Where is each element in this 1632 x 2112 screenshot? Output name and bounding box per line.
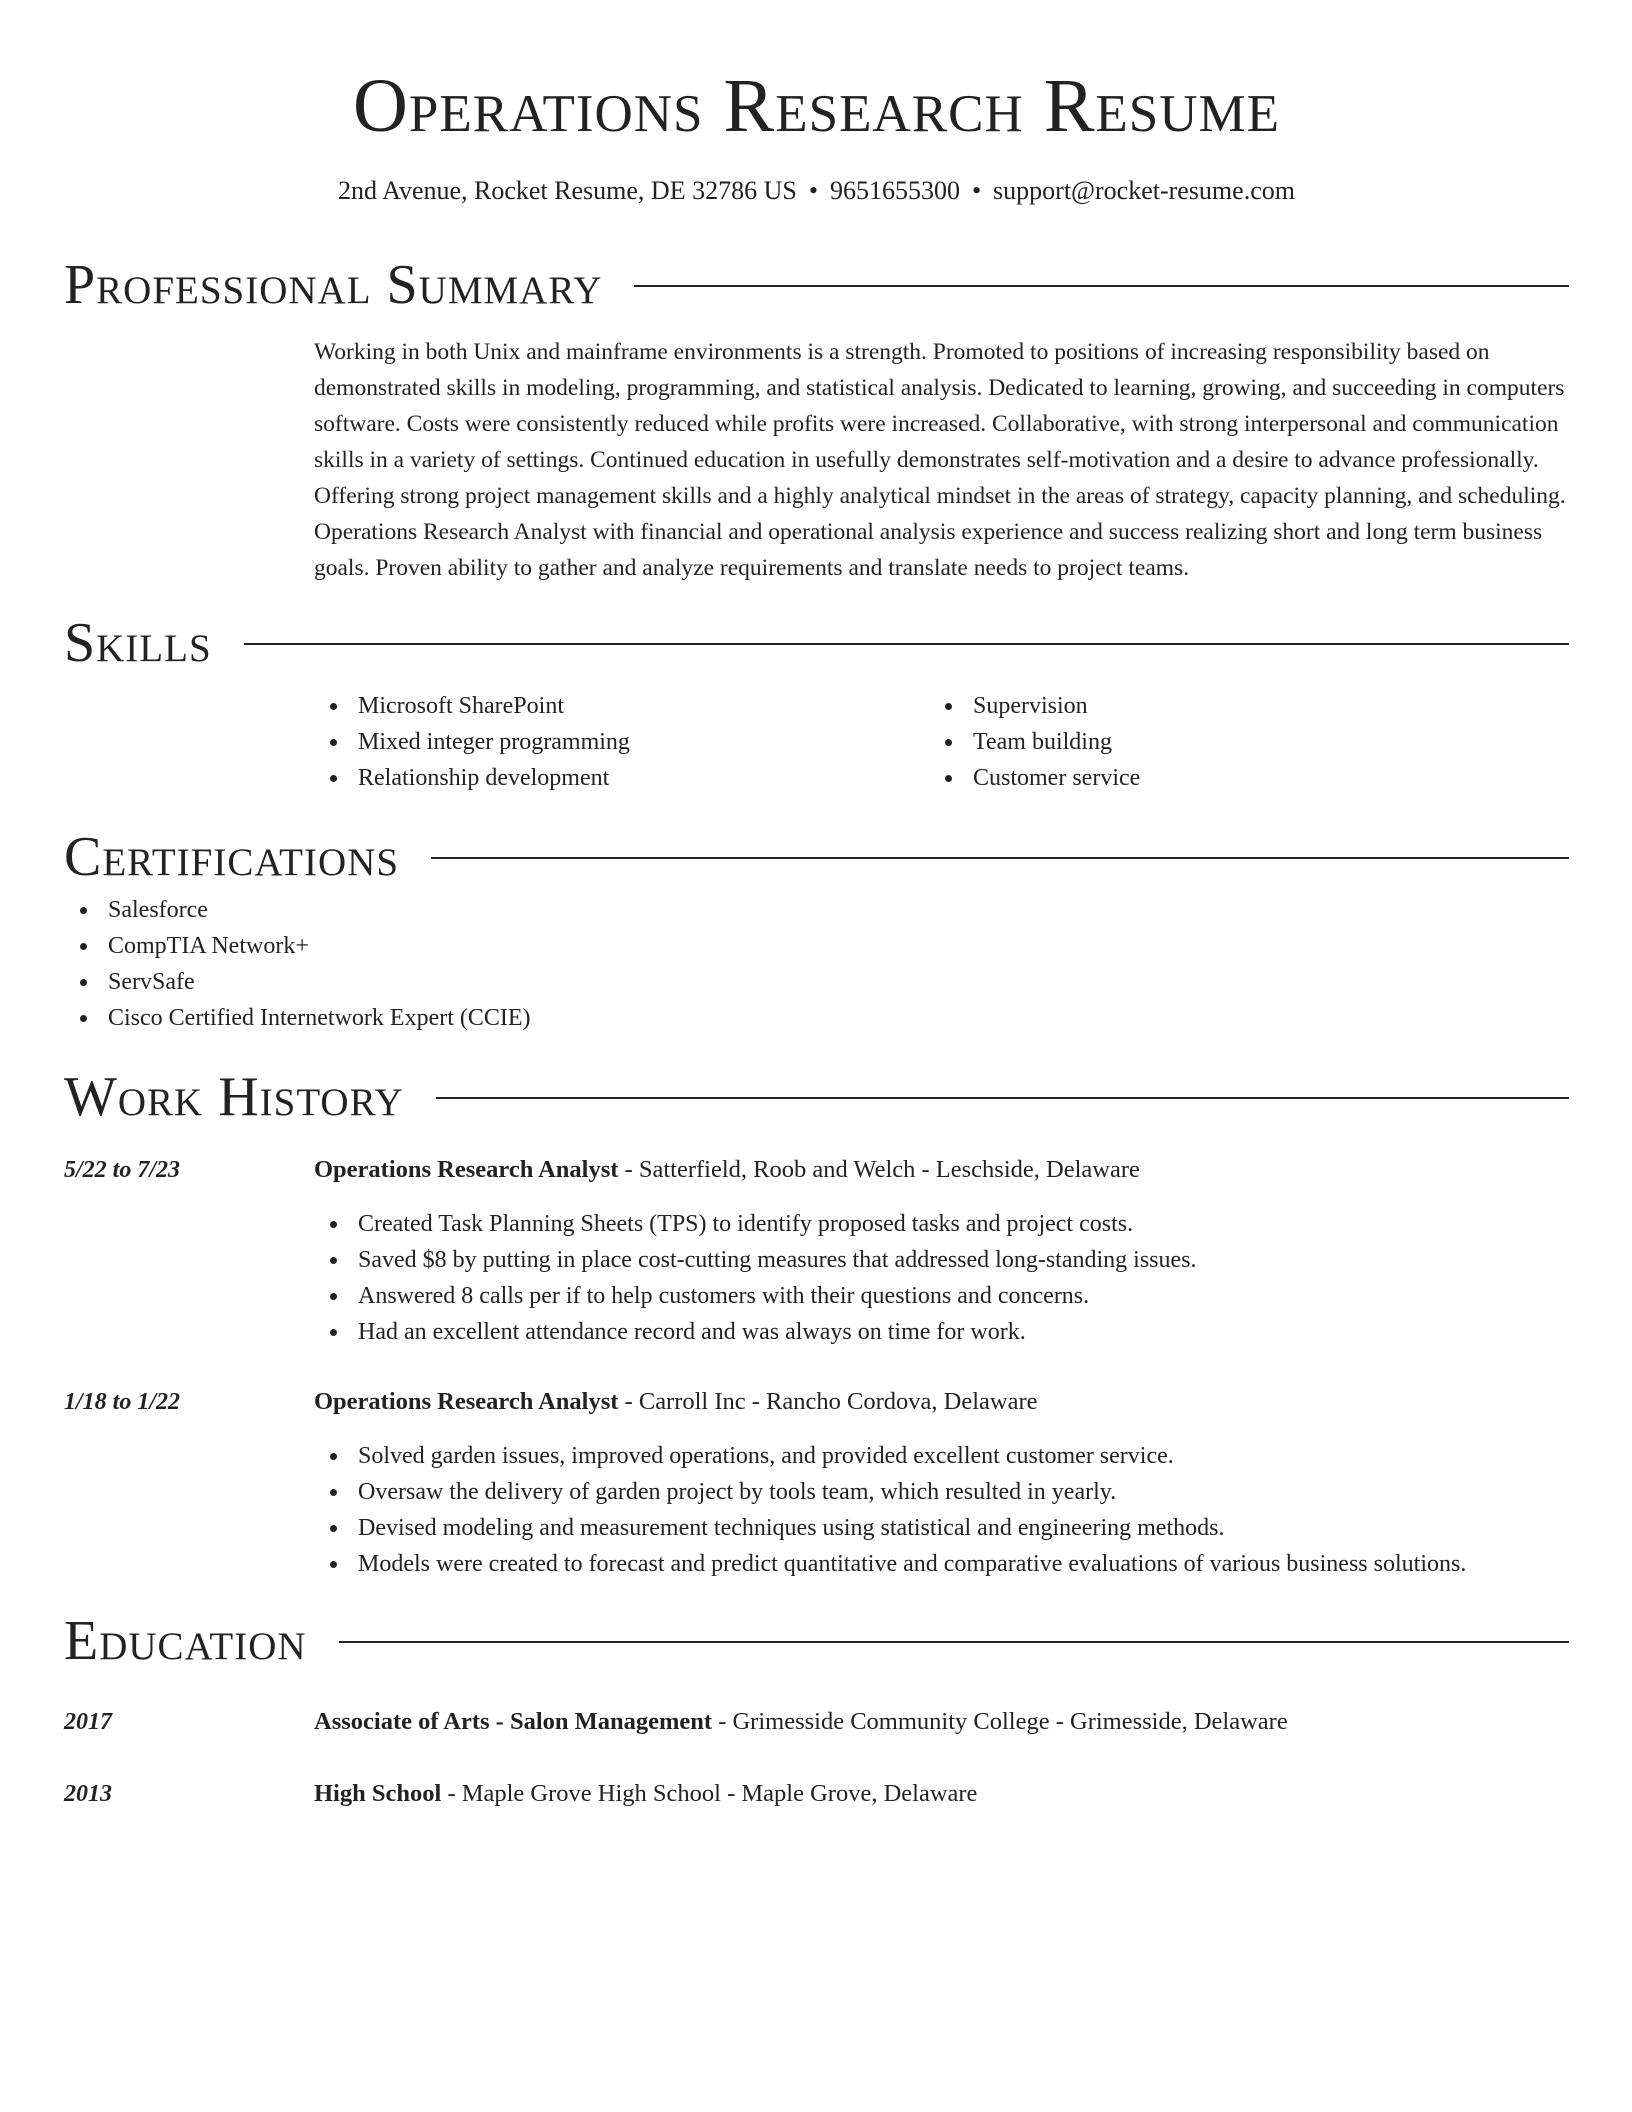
section-title-work-history: Work History (64, 1066, 404, 1128)
education-entry (64, 1776, 1569, 1812)
section-header-summary (64, 250, 1569, 320)
work-bullet: Models were created to forecast and predict quantitative and comparative evaluations of various business solutions. (314, 1546, 1569, 1582)
job-title: Operations Research Analyst (314, 1156, 619, 1183)
summary-text: Working in both Unix and mainframe environments is a strength. Promoted to positions of increasing responsibility based on demonstrated skills in modeling, programming, and statistical analysis. Dedicated to learning, growing, and succeeding in computers software. Costs were consistently reduced while profits were increased. Collaborative, with strong interpersonal and communication skills in a variety of settings. Continued education in usefully demonstrates self-motivation and a desire to advance professionally. Offering strong project management skills and a highly analytical mindset in the areas of strategy, capacity planning, and scheduling. Operations Research Analyst with financial and operational analysis experience and success realizing short and long term business goals. Proven ability to gather and analyze requirements and translate needs to project teams. (314, 339, 1566, 581)
section-divider (431, 857, 1569, 859)
skill-item: Supervision (929, 688, 1544, 724)
education-headline (314, 1776, 1569, 1812)
work-bullet: Created Task Planning Sheets (TPS) to identify proposed tasks and project costs. (314, 1206, 1569, 1242)
work-bullet: Had an excellent attendance record and was always on time for work. (314, 1314, 1569, 1350)
separator: • (971, 176, 982, 205)
section-header-education (64, 1606, 1569, 1676)
education-year: 2017 (64, 1709, 112, 1735)
education-headline (314, 1704, 1569, 1740)
section-divider (244, 643, 1569, 645)
work-headline (314, 1152, 1569, 1188)
education-entry (64, 1704, 1569, 1740)
work-entry (64, 1384, 1569, 1582)
section-title-education: Education (64, 1610, 307, 1672)
skills-column-right (929, 688, 1544, 796)
education-entry-body (314, 1704, 1569, 1740)
work-bullets (314, 1206, 1569, 1350)
section-header-skills (64, 608, 1569, 678)
work-bullet: Oversaw the delivery of garden project by tools team, which resulted in yearly. (314, 1474, 1569, 1510)
work-bullet: Saved $8 by putting in place cost-cutting measures that addressed long-standing issues. (314, 1242, 1569, 1278)
skill-item: Mixed integer programming (314, 724, 929, 760)
work-headline (314, 1384, 1569, 1420)
degree: High School (314, 1780, 442, 1807)
resume-page (64, 0, 1569, 1812)
section-header-certifications (64, 822, 1569, 892)
section-title-skills: Skills (64, 612, 212, 674)
email: support@rocket-resume.com (993, 176, 1295, 205)
work-entry-body (314, 1152, 1569, 1350)
education-year: 2013 (64, 1781, 112, 1807)
school-location: - Maple Grove High School - Maple Grove, Delaware (441, 1780, 978, 1807)
skills-column-left (314, 688, 929, 796)
skill-item: Customer service (929, 760, 1544, 796)
address: 2nd Avenue, Rocket Resume, DE 32786 US (338, 176, 797, 205)
section-divider (436, 1097, 1569, 1099)
section-divider (339, 1641, 1569, 1643)
skill-item: Relationship development (314, 760, 929, 796)
certification-item: ServSafe (64, 964, 1569, 1000)
skill-item: Team building (929, 724, 1544, 760)
job-title: Operations Research Analyst (314, 1388, 619, 1415)
work-date: 1/18 to 1/22 (64, 1389, 181, 1415)
work-date: 5/22 to 7/23 (64, 1157, 181, 1183)
work-bullet: Devised modeling and measurement techniques using statistical and engineering methods. (314, 1510, 1569, 1546)
section-title-summary: Professional Summary (64, 254, 603, 316)
section-title-certifications: Certifications (64, 826, 400, 888)
skill-item: Microsoft SharePoint (314, 688, 929, 724)
job-employer-location: - Carroll Inc - Rancho Cordova, Delaware (618, 1388, 1038, 1415)
contact-line (64, 174, 1569, 208)
work-entry-body (314, 1384, 1569, 1582)
section-divider (634, 285, 1569, 287)
skills-list (314, 688, 1569, 796)
certification-item: Cisco Certified Internetwork Expert (CCIE) (64, 1000, 1569, 1036)
phone: 9651655300 (829, 176, 960, 205)
certifications-list (64, 892, 1569, 1036)
resume-title: Operations Research Resume (352, 64, 1281, 148)
education-entry-body (314, 1776, 1569, 1812)
certification-item: CompTIA Network+ (64, 928, 1569, 964)
work-bullets (314, 1438, 1569, 1582)
school-location: - Grimesside Community College - Grimesside, Delaware (712, 1708, 1288, 1735)
work-bullet: Solved garden issues, improved operations, and provided excellent customer service. (314, 1438, 1569, 1474)
separator: • (808, 176, 818, 205)
degree: Associate of Arts - Salon Management (314, 1708, 713, 1735)
section-header-work-history (64, 1062, 1569, 1132)
work-entry (64, 1152, 1569, 1350)
job-employer-location: - Satterfield, Roob and Welch - Leschside, Delaware (618, 1156, 1140, 1183)
work-bullet: Answered 8 calls per if to help customers with their questions and concerns. (314, 1278, 1569, 1314)
certification-item: Salesforce (64, 892, 1569, 928)
